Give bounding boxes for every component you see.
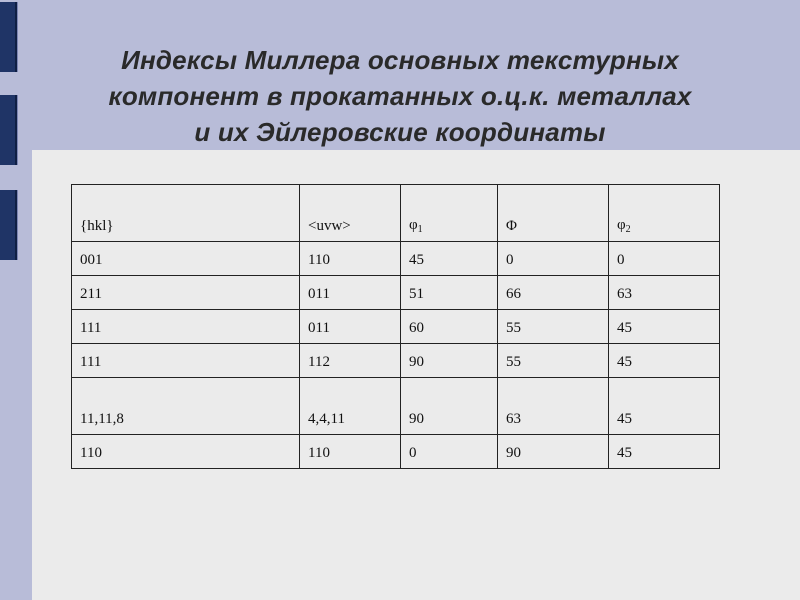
decorative-tab-1 [0,2,17,72]
table-row [72,242,720,276]
header-uvw: <uvw> [300,185,401,242]
cell-Phi: 55 [498,344,609,378]
miller-indices-table [71,184,720,469]
header-phi2-subscript: 2 [625,224,631,235]
cell-hkl: 11,11,8 [72,378,300,435]
cell-phi2: 45 [609,344,720,378]
header-phi1-subscript: 1 [417,224,423,235]
cell-hkl: 211 [72,276,300,310]
decorative-tab-2 [0,95,17,165]
cell-Phi: 90 [498,435,609,469]
cell-phi1: 90 [401,344,498,378]
cell-phi1: 51 [401,276,498,310]
cell-phi1: 45 [401,242,498,276]
cell-phi1: 0 [401,435,498,469]
cell-uvw: 112 [300,344,401,378]
cell-hkl: 111 [72,310,300,344]
cell-uvw: 011 [300,276,401,310]
cell-hkl: 110 [72,435,300,469]
cell-hkl: 001 [72,242,300,276]
cell-phi2: 0 [609,242,720,276]
title-line-3: и их Эйлеровские координаты [194,117,606,147]
cell-uvw: 011 [300,310,401,344]
cell-phi2: 63 [609,276,720,310]
cell-phi1: 60 [401,310,498,344]
decorative-tab-3 [0,190,17,260]
cell-uvw: 4,4,11 [300,378,401,435]
header-Phi: Φ [498,185,609,242]
left-sidebar-band [0,0,32,600]
slide-title [40,42,760,150]
cell-hkl: 111 [72,344,300,378]
cell-Phi: 66 [498,276,609,310]
cell-phi1: 90 [401,378,498,435]
title-line-2: компонент в прокатанных о.ц.к. металлах [108,81,692,111]
header-phi2 [609,185,720,242]
table-row [72,310,720,344]
cell-phi2: 45 [609,378,720,435]
cell-Phi: 55 [498,310,609,344]
header-hkl: {hkl} [72,185,300,242]
table-row [72,378,720,435]
title-line-1: Индексы Миллера основных текстурных [121,45,679,75]
table-row [72,276,720,310]
header-phi1 [401,185,498,242]
cell-Phi: 63 [498,378,609,435]
cell-phi2: 45 [609,435,720,469]
table-row [72,435,720,469]
table-header-row [72,185,720,242]
table-row [72,344,720,378]
cell-uvw: 110 [300,435,401,469]
header-phi1-symbol: φ [409,217,418,233]
cell-Phi: 0 [498,242,609,276]
cell-phi2: 45 [609,310,720,344]
header-phi2-symbol: φ [617,217,626,233]
cell-uvw: 110 [300,242,401,276]
